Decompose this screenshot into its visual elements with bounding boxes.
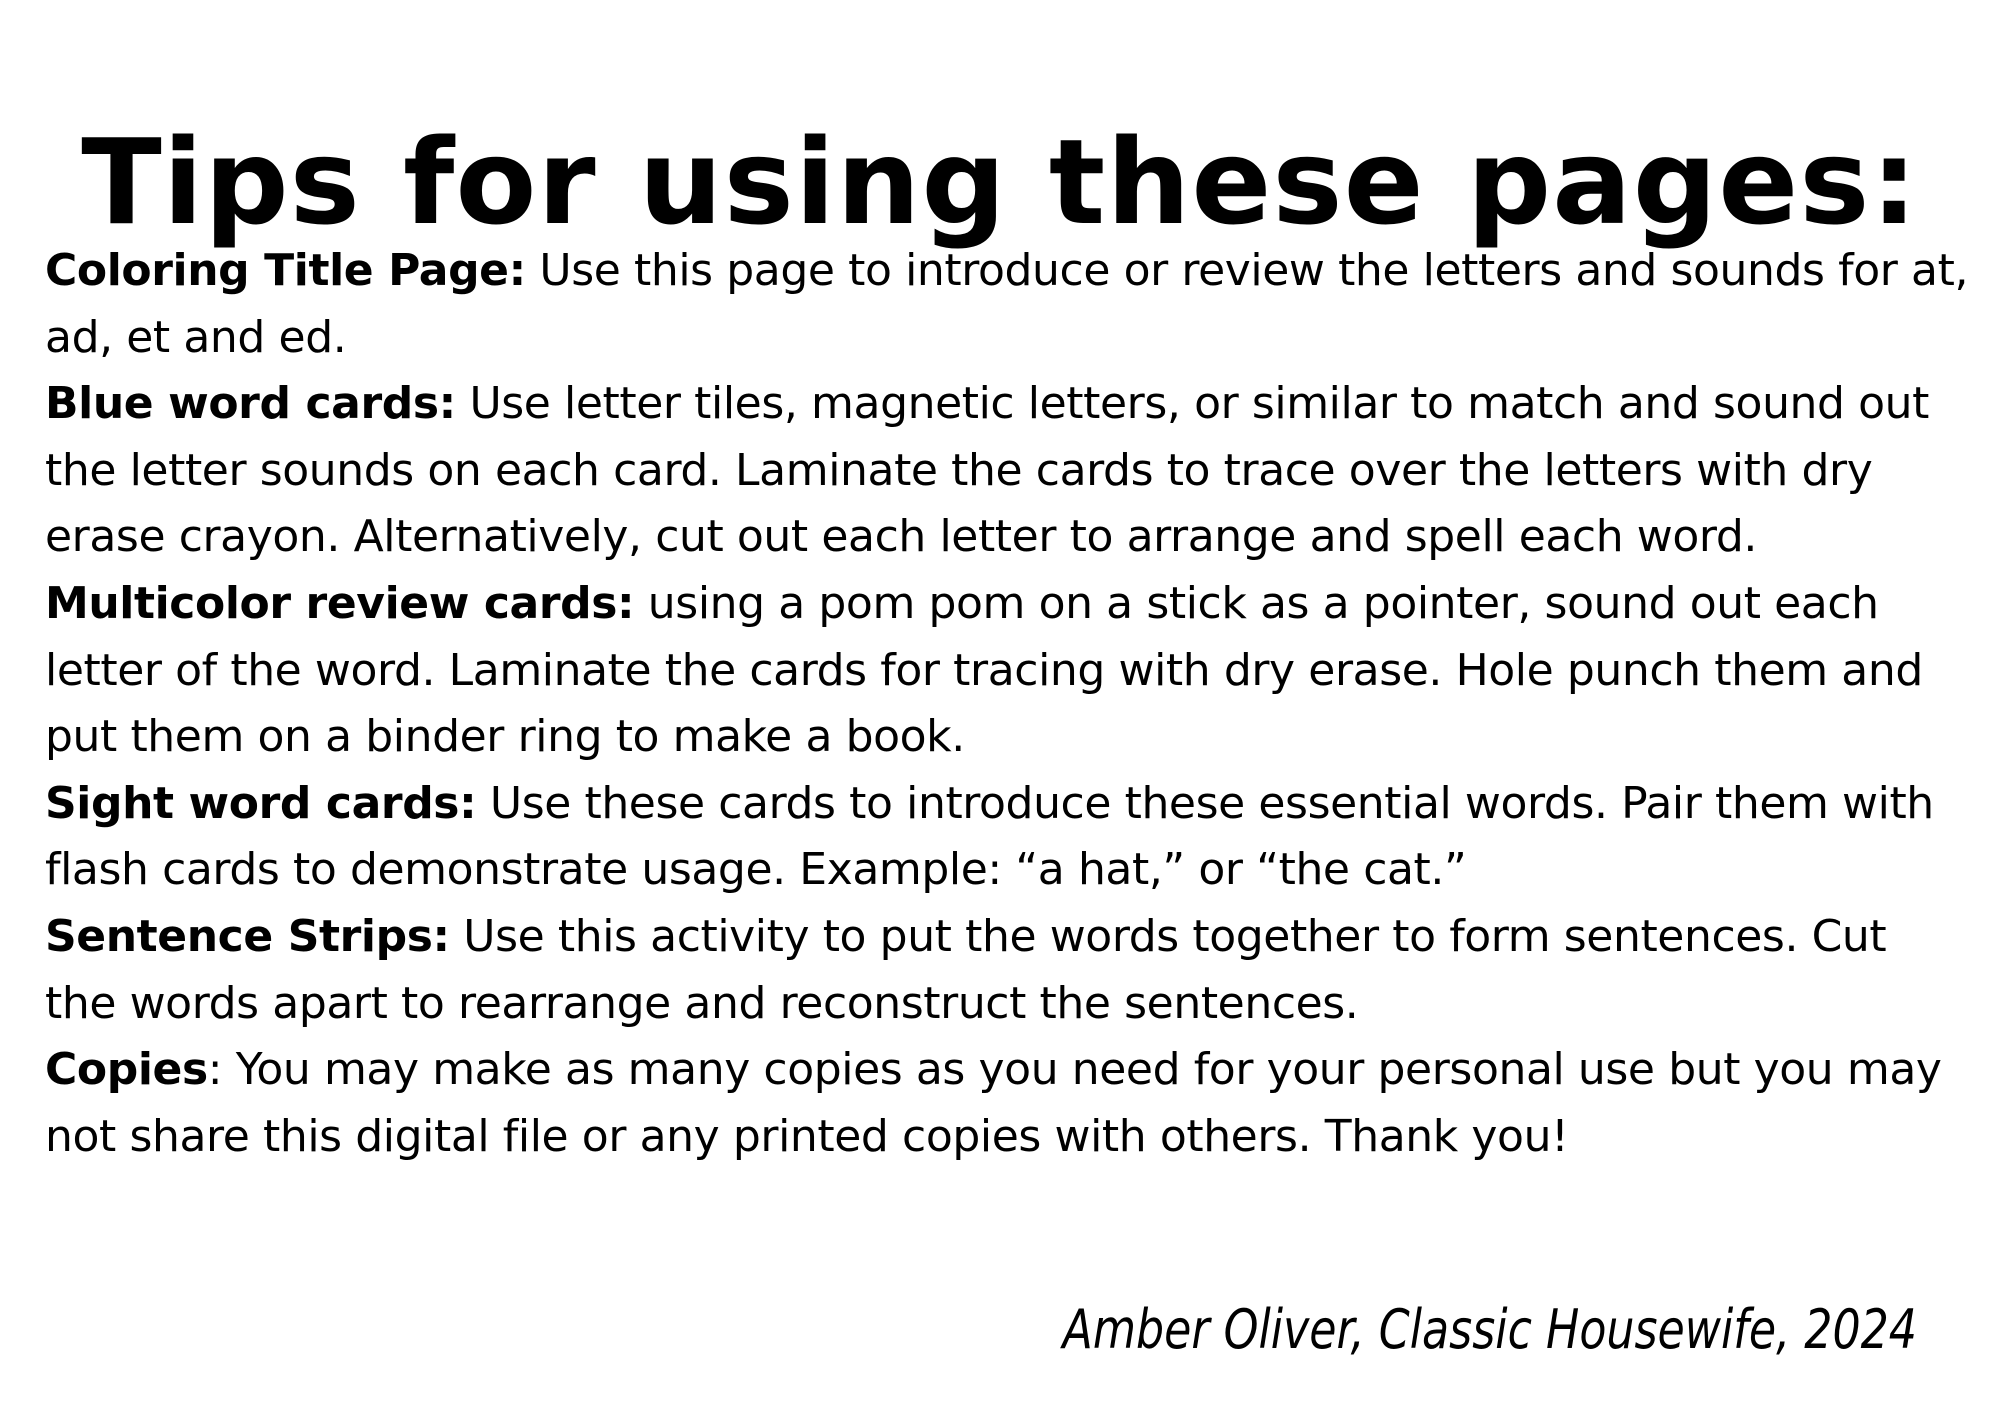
tip-coloring-title-page <box>45 238 1970 371</box>
tip-multicolor-review-cards <box>45 571 1970 771</box>
tip-label: Copies <box>45 1044 208 1096</box>
tip-sight-word-cards <box>45 771 1970 904</box>
tip-text: Use these cards to introduce these essential words. Pair them with flash cards to demonstrate usage. Example: “a hat,” or “the cat.” <box>45 777 1934 896</box>
tips-list <box>45 238 1970 1170</box>
tip-text: using a pom pom on a stick as a pointer, sound out each letter of the word. Laminate the cards for tracing with dry erase. Hole punch them and put them on a binder ring to make a book. <box>45 577 1923 763</box>
tip-label: Sentence Strips: <box>45 910 450 962</box>
tip-text: : You may make as many copies as you need for your personal use but you may not share this digital file or any printed copies with others. Thank you! <box>45 1044 1942 1162</box>
author-signature: Amber Oliver, Classic Housewife, 2024 <box>1062 1298 1917 1361</box>
tip-label: Multicolor review cards: <box>45 577 635 629</box>
tip-label: Blue word cards: <box>45 378 456 430</box>
tip-sentence-strips <box>45 904 1970 1037</box>
tip-text: Use letter tiles, magnetic letters, or similar to match and sound out the letter sounds on each card. Laminate the cards to trace over the letters with dry erase crayon. Alternatively, cut out each letter to arrange and spell each word. <box>45 378 1930 563</box>
tip-label: Sight word cards: <box>45 777 477 829</box>
tip-text: Use this activity to put the words together to form sentences. Cut the words apart to rearrange and reconstruct the sentences. <box>45 910 1887 1029</box>
tip-blue-word-cards <box>45 371 1970 571</box>
tip-label: Coloring Title Page: <box>45 245 526 296</box>
tip-copies <box>45 1037 1970 1170</box>
tip-text: Use this page to introduce or review the letters and sounds for at, ad, et and ed. <box>45 245 1969 363</box>
page-title: Tips for using these pages: <box>81 113 1919 252</box>
